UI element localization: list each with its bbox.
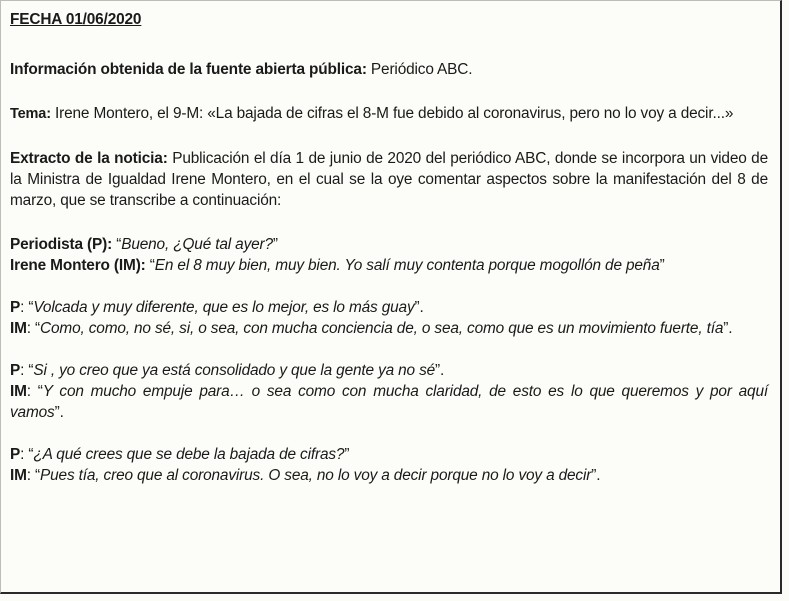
dialogue-speaker: IM xyxy=(10,383,27,400)
dialogue-close-quote: ”. xyxy=(414,299,424,316)
dialogue-text: Volcada y muy diferente, que es lo mejor, es lo más guay xyxy=(33,299,415,316)
dialogue-text: Y con mucho empuje para… o sea como con mucha claridad, de esto es lo que queremos y por aquí vamos xyxy=(10,383,769,421)
dialogue-open-quote: : “ xyxy=(20,362,34,379)
dialogue-open-quote: : “ xyxy=(26,467,41,484)
dialogue-text: Pues tía, creo que al coronavirus. O sea, no lo voy a decir porque no lo voy a decir xyxy=(40,467,592,484)
dialogue-open-quote: “ xyxy=(145,257,155,274)
dialogue-line xyxy=(10,318,768,339)
dialogue-open-quote: : “ xyxy=(20,299,34,316)
document-date: FECHA 01/06/2020 xyxy=(10,11,142,28)
excerpt-value: Publicación el día 1 de junio de 2020 del periódico ABC, donde se incorpora un video de la Ministra de Igualdad Irene Montero, en el cual se la oye comentar aspectos sobre la manifestación del 8 de marzo, que se transcribe a continuación: xyxy=(10,150,769,209)
document-body xyxy=(10,9,768,486)
dialogue-line xyxy=(10,255,768,276)
dialogue-line xyxy=(10,381,768,423)
dialogue-line xyxy=(10,444,768,465)
dialogue-close-quote: ” xyxy=(272,236,278,253)
dialogue-text: ¿A qué crees que se debe la bajada de cifras? xyxy=(33,446,345,463)
excerpt-label: Extracto de la noticia: xyxy=(10,150,168,167)
dialogue-open-quote: : “ xyxy=(26,383,43,400)
dialogue-open-quote: : “ xyxy=(26,320,41,337)
dialogue-speaker: IM xyxy=(10,320,27,337)
dialogue-line xyxy=(10,234,768,255)
dialogue-text: Como, como, no sé, si, o sea, con mucha conciencia de, o sea, como que es un movimiento fuerte, tía xyxy=(40,320,724,337)
source-label: Información obtenida de la fuente abierta pública: xyxy=(10,61,367,78)
dialogue-line xyxy=(10,465,768,486)
dialogue-text: Bueno, ¿Qué tal ayer? xyxy=(121,236,273,253)
dialogue-close-quote: ”. xyxy=(591,467,601,484)
dialogue-open-quote: “ xyxy=(112,236,122,253)
dialogue-speaker: P xyxy=(10,362,21,379)
dialogue-text: En el 8 muy bien, muy bien. Yo salí muy contenta porque mogollón de peña xyxy=(154,257,660,274)
dialogue-speaker: IM xyxy=(10,467,27,484)
dialogue-speaker: P xyxy=(10,446,21,463)
dialogue-line xyxy=(10,360,768,381)
dialogue-speaker: Irene Montero (IM): xyxy=(10,257,146,274)
dialogue-speaker: Periodista (P): xyxy=(10,236,113,253)
dialogue-speaker: P xyxy=(10,299,21,316)
dialogue-text: Si , yo creo que ya está consolidado y que la gente ya no sé xyxy=(33,362,436,379)
source-value: Periódico ABC. xyxy=(366,61,473,78)
dialogue-line xyxy=(10,297,768,318)
dialogue-open-quote: : “ xyxy=(20,446,34,463)
dialogue-close-quote: ” xyxy=(344,446,350,463)
topic-label: Tema: xyxy=(10,106,51,122)
dialogue-close-quote: ”. xyxy=(723,320,733,337)
source-line xyxy=(10,59,768,80)
dialogue-close-quote: ”. xyxy=(54,404,64,421)
topic-value: Irene Montero, el 9-M: «La bajada de cifras el 8-M fue debido al coronavirus, pero no lo voy a decir...» xyxy=(50,105,734,122)
dialogue-close-quote: ” xyxy=(659,257,665,274)
dialogue-close-quote: ”. xyxy=(435,362,445,379)
topic-line xyxy=(10,103,768,125)
excerpt-paragraph xyxy=(10,148,768,211)
